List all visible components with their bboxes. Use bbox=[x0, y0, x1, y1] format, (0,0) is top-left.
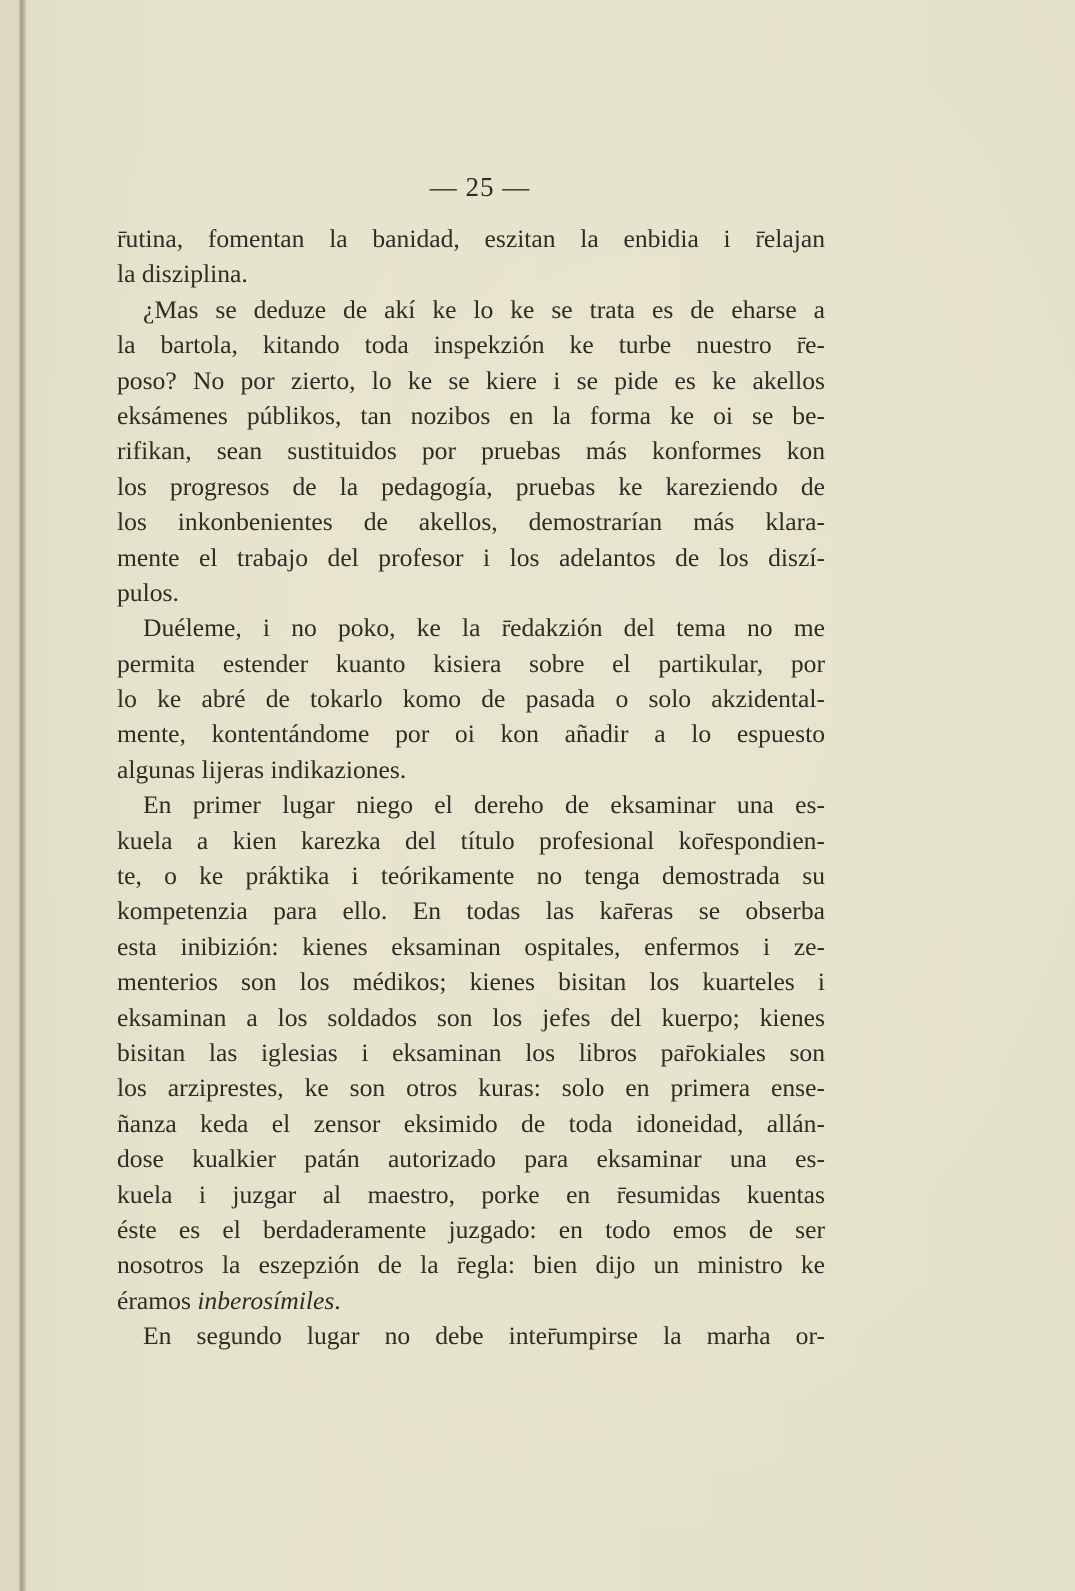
text-line: éste es el berdaderamente juzgado: en todo emos de ser bbox=[117, 1214, 825, 1244]
text-line: r̄utina, fomentan la banidad, eszitan la enbidia i r̄elajan bbox=[117, 224, 825, 253]
text-line: nosotros la eszepzión de la r̄egla: bien dijo un ministro ke bbox=[117, 1250, 825, 1280]
text-line: menterios son los médikos; kienes bisitan los kuarteles i bbox=[117, 967, 825, 997]
text-line: algunas lijeras indikaziones. bbox=[117, 754, 407, 784]
text-line: kompetenzia para ello. En todas las kar̄eras se obserba bbox=[117, 896, 825, 926]
text-line: rifikan, sean sustituidos por pruebas más konformes kon bbox=[117, 436, 825, 466]
text-line: kuela i juzgar al maestro, porke en r̄esumidas kuentas bbox=[117, 1179, 825, 1209]
text-line: lo ke abré de tokarlo komo de pasada o solo akzidental- bbox=[117, 684, 825, 714]
page-number: — 25 — bbox=[429, 172, 531, 202]
text-line: mente el trabajo del profesor i los adelantos de los diszí- bbox=[117, 542, 825, 572]
text-line: te, o ke práktika i teórikamente no tenga demostrada su bbox=[117, 861, 825, 891]
text-fragment: . bbox=[334, 1285, 341, 1315]
text-line-closing: En segundo lugar no debe inter̄umpirse la marha or- bbox=[143, 1321, 825, 1351]
text-line: ¿Mas se deduze de akí ke lo ke se trata es de eharse a bbox=[143, 294, 825, 324]
text-line: dose kualkier patán autorizado para eksaminar una es- bbox=[117, 1144, 825, 1174]
text-line: bisitan las iglesias i eksaminan los libros par̄okiales son bbox=[117, 1037, 825, 1067]
text-line: Duéleme, i no poko, ke la r̄edakzión del tema no me bbox=[143, 613, 825, 643]
text-line: esta inibizión: kienes eksaminan ospitales, enfermos i ze- bbox=[117, 931, 825, 961]
text-line: permita estender kuanto kisiera sobre el partikular, por bbox=[117, 648, 825, 678]
text-line: eksámenes públikos, tan nozibos en la forma ke oi se be- bbox=[117, 400, 825, 430]
italic-word: inberosímiles bbox=[197, 1285, 335, 1315]
text-line: la disziplina. bbox=[117, 259, 248, 289]
text-line: mente, kontentándome por oi kon añadir a lo espuesto bbox=[117, 719, 825, 749]
text-line: ñanza keda el zensor eksimido de toda idoneidad, allán- bbox=[117, 1108, 825, 1138]
body-text bbox=[117, 221, 825, 1354]
text-line: poso? No por zierto, lo ke se kiere i se pide es ke akellos bbox=[117, 365, 825, 395]
text-line-italic-ending bbox=[117, 1283, 825, 1318]
text-fragment: éramos bbox=[117, 1285, 198, 1315]
binding-shadow bbox=[18, 0, 26, 1591]
text-line: eksaminan a los soldados son los jefes del kuerpo; kienes bbox=[117, 1002, 825, 1032]
text-line: la bartola, kitando toda inspekzión ke turbe nuestro r̄e- bbox=[117, 330, 825, 360]
text-line: En primer lugar niego el dereho de eksaminar una es- bbox=[143, 790, 825, 820]
text-line: kuela a kien karezka del título profesional kor̄espondien- bbox=[117, 825, 825, 855]
text-lines bbox=[117, 221, 825, 1283]
text-line: los arziprestes, ke son otros kuras: solo en primera ense- bbox=[117, 1073, 825, 1103]
text-line: pulos. bbox=[117, 577, 179, 607]
text-line: los inkonbenientes de akellos, demostrarían más klara- bbox=[117, 507, 825, 537]
text-line: los progresos de la pedagogía, pruebas ke kareziendo de bbox=[117, 471, 825, 501]
